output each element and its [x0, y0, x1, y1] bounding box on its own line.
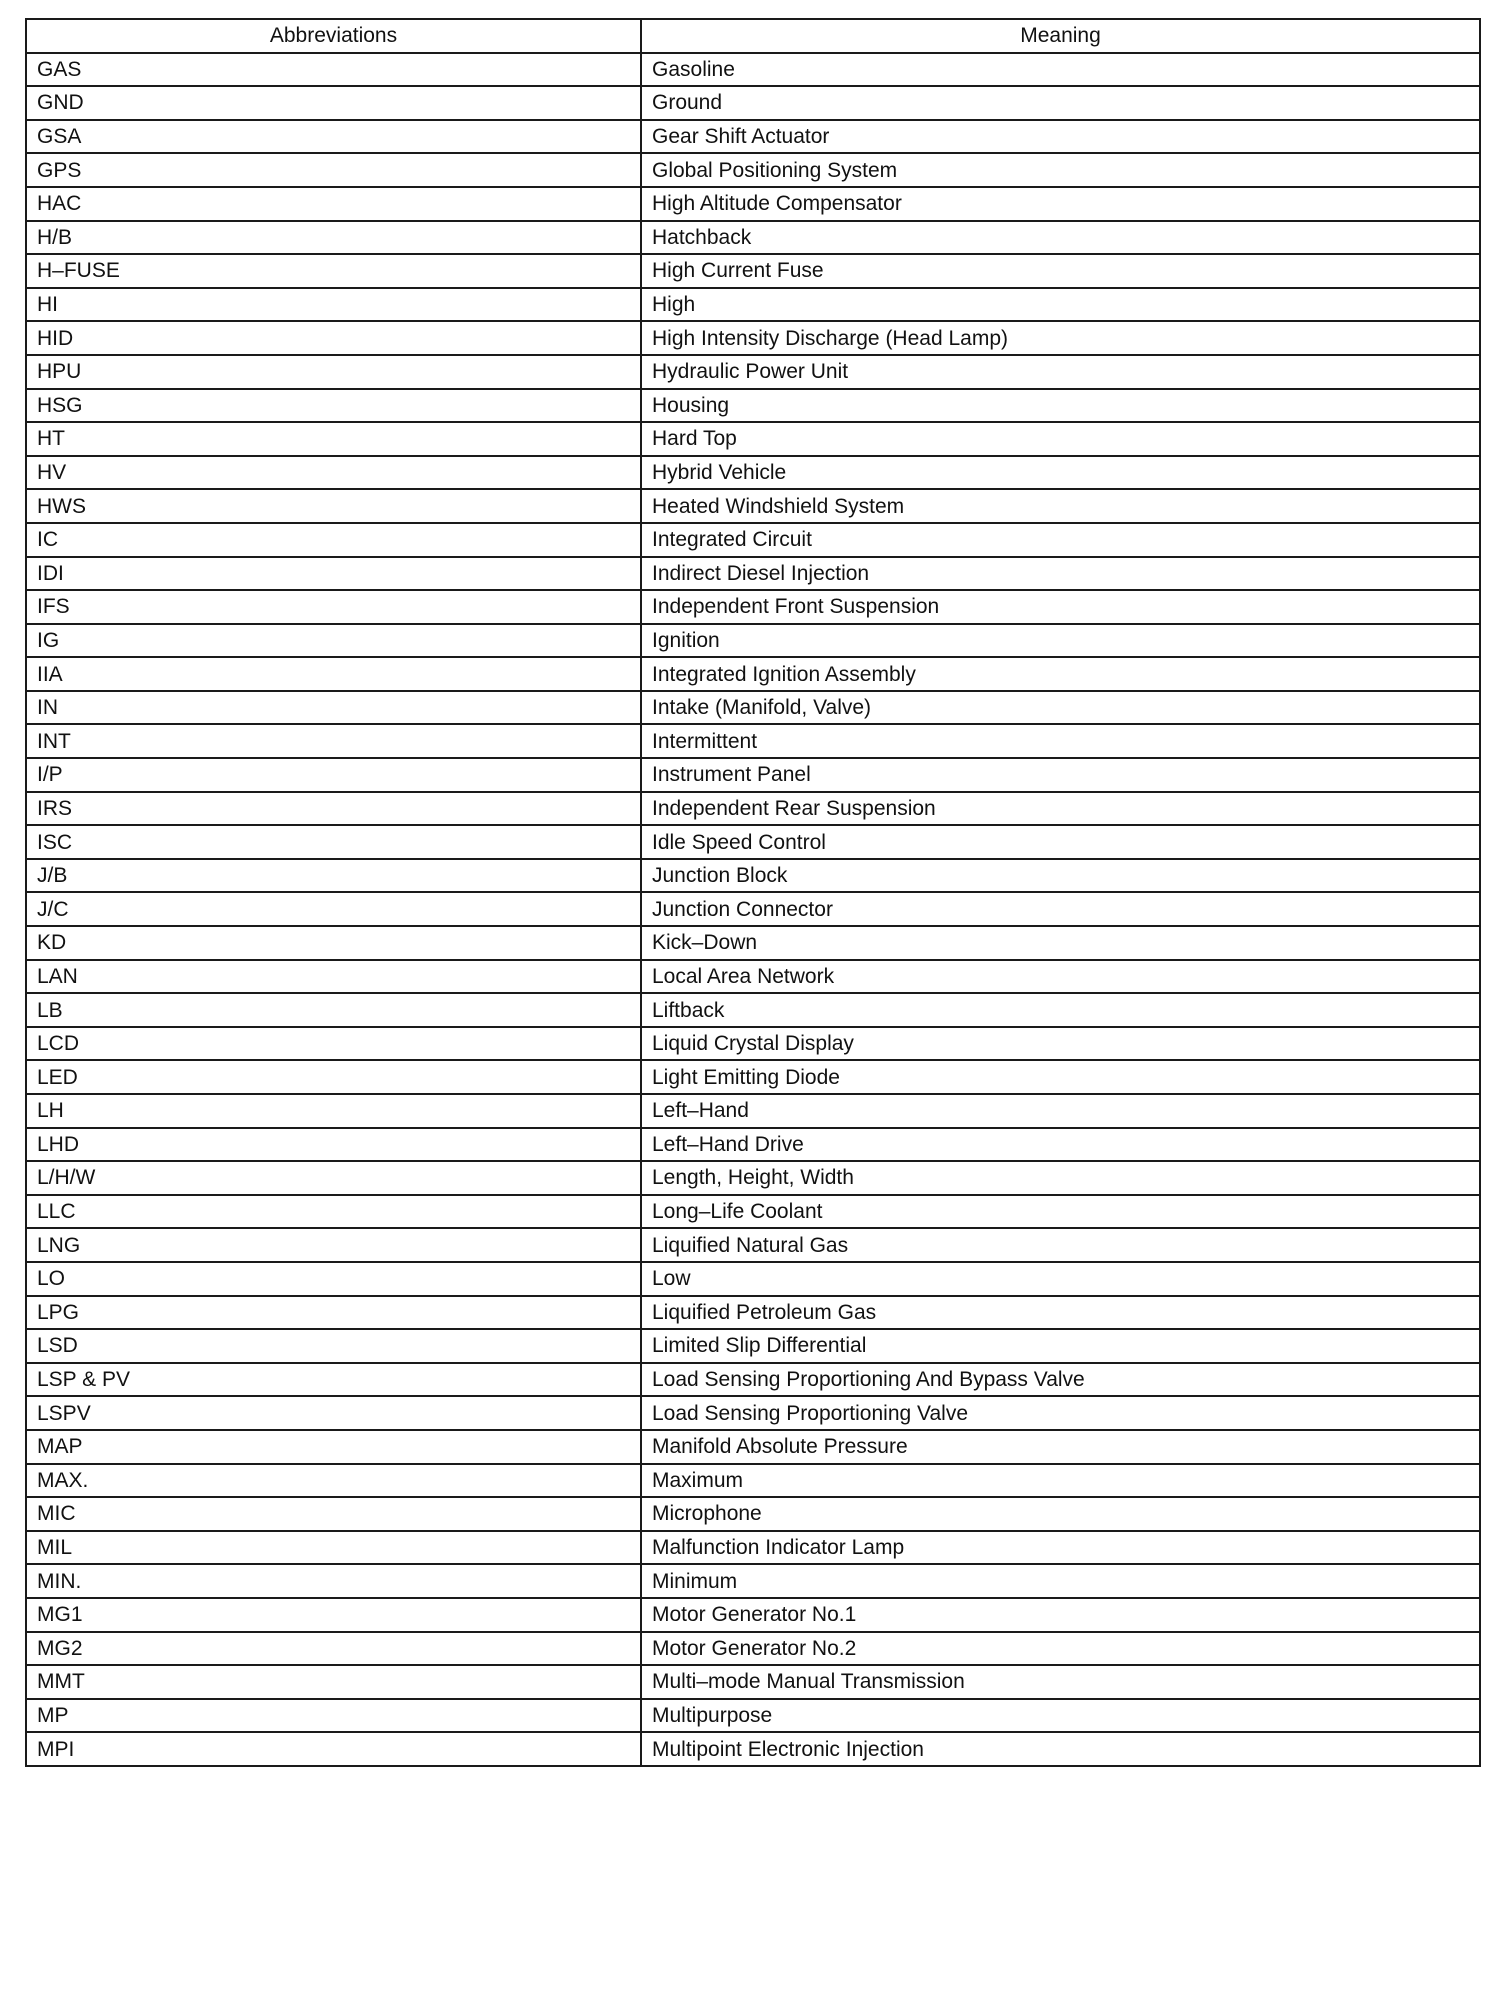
- table-row: [26, 86, 1480, 120]
- table-row: [26, 691, 1480, 725]
- table-row: [26, 1228, 1480, 1262]
- abbreviation-cell: MAX.: [26, 1464, 641, 1498]
- table-row: [26, 926, 1480, 960]
- meaning-cell: Junction Block: [641, 859, 1480, 893]
- table-row: [26, 489, 1480, 523]
- abbreviation-cell: GSA: [26, 120, 641, 154]
- abbreviations-table: [25, 18, 1481, 1767]
- table-row: [26, 758, 1480, 792]
- meaning-cell: Liquified Natural Gas: [641, 1228, 1480, 1262]
- meaning-cell: Multi–mode Manual Transmission: [641, 1665, 1480, 1699]
- meaning-cell: Housing: [641, 389, 1480, 423]
- meaning-cell: Independent Front Suspension: [641, 590, 1480, 624]
- header-row: [26, 19, 1480, 53]
- table-header: [26, 19, 1480, 53]
- abbreviation-cell: H–FUSE: [26, 254, 641, 288]
- meaning-cell: Multipurpose: [641, 1699, 1480, 1733]
- table-row: [26, 422, 1480, 456]
- meaning-cell: Integrated Circuit: [641, 523, 1480, 557]
- abbreviation-cell: HT: [26, 422, 641, 456]
- table-row: [26, 590, 1480, 624]
- table-row: [26, 1632, 1480, 1666]
- meaning-cell: Gear Shift Actuator: [641, 120, 1480, 154]
- table-row: [26, 254, 1480, 288]
- abbreviation-cell: LLC: [26, 1195, 641, 1229]
- abbreviation-cell: MIN.: [26, 1564, 641, 1598]
- abbreviation-cell: HSG: [26, 389, 641, 423]
- abbreviation-cell: I/P: [26, 758, 641, 792]
- abbreviation-cell: LPG: [26, 1296, 641, 1330]
- meaning-cell: Malfunction Indicator Lamp: [641, 1531, 1480, 1565]
- abbreviation-cell: HID: [26, 321, 641, 355]
- table-row: [26, 1296, 1480, 1330]
- meaning-cell: Global Positioning System: [641, 153, 1480, 187]
- abbreviation-cell: LSPV: [26, 1396, 641, 1430]
- abbreviation-cell: IRS: [26, 792, 641, 826]
- abbreviation-cell: MAP: [26, 1430, 641, 1464]
- table-row: [26, 1027, 1480, 1061]
- table-row: [26, 523, 1480, 557]
- meaning-cell: Instrument Panel: [641, 758, 1480, 792]
- abbreviation-cell: J/B: [26, 859, 641, 893]
- meaning-cell: Left–Hand: [641, 1094, 1480, 1128]
- table-row: [26, 1598, 1480, 1632]
- table-row: [26, 120, 1480, 154]
- abbreviation-cell: HV: [26, 456, 641, 490]
- abbreviation-cell: H/B: [26, 221, 641, 255]
- abbreviation-cell: GAS: [26, 53, 641, 87]
- meaning-cell: Heated Windshield System: [641, 489, 1480, 523]
- abbreviation-cell: MMT: [26, 1665, 641, 1699]
- meaning-cell: Maximum: [641, 1464, 1480, 1498]
- meaning-cell: Junction Connector: [641, 892, 1480, 926]
- table-row: [26, 1094, 1480, 1128]
- table-row: [26, 624, 1480, 658]
- abbreviation-cell: LSP & PV: [26, 1363, 641, 1397]
- meaning-cell: Hatchback: [641, 221, 1480, 255]
- abbreviation-cell: IIA: [26, 657, 641, 691]
- table-row: [26, 724, 1480, 758]
- abbreviation-cell: IDI: [26, 557, 641, 591]
- abbreviation-cell: MP: [26, 1699, 641, 1733]
- meaning-cell: Integrated Ignition Assembly: [641, 657, 1480, 691]
- table-row: [26, 53, 1480, 87]
- meaning-cell: Limited Slip Differential: [641, 1329, 1480, 1363]
- abbreviation-cell: LCD: [26, 1027, 641, 1061]
- table-row: [26, 1329, 1480, 1363]
- table-row: [26, 557, 1480, 591]
- table-row: [26, 1060, 1480, 1094]
- abbreviation-cell: MIC: [26, 1497, 641, 1531]
- table-body: [26, 53, 1480, 1766]
- meaning-cell: High Current Fuse: [641, 254, 1480, 288]
- table-row: [26, 859, 1480, 893]
- abbreviations-column-header: Abbreviations: [26, 19, 641, 53]
- table-row: [26, 1430, 1480, 1464]
- abbreviation-cell: MPI: [26, 1732, 641, 1766]
- abbreviation-cell: MG2: [26, 1632, 641, 1666]
- table-row: [26, 1195, 1480, 1229]
- abbreviation-cell: L/H/W: [26, 1161, 641, 1195]
- meaning-cell: Intake (Manifold, Valve): [641, 691, 1480, 725]
- table-row: [26, 657, 1480, 691]
- meaning-cell: Hard Top: [641, 422, 1480, 456]
- abbreviation-cell: GND: [26, 86, 641, 120]
- meaning-cell: Liquified Petroleum Gas: [641, 1296, 1480, 1330]
- abbreviation-cell: MG1: [26, 1598, 641, 1632]
- table-row: [26, 960, 1480, 994]
- table-row: [26, 1732, 1480, 1766]
- meaning-cell: Motor Generator No.1: [641, 1598, 1480, 1632]
- abbreviation-cell: HAC: [26, 187, 641, 221]
- abbreviation-cell: IG: [26, 624, 641, 658]
- meaning-cell: Microphone: [641, 1497, 1480, 1531]
- meaning-cell: Long–Life Coolant: [641, 1195, 1480, 1229]
- table-row: [26, 187, 1480, 221]
- abbreviation-cell: MIL: [26, 1531, 641, 1565]
- meaning-cell: Independent Rear Suspension: [641, 792, 1480, 826]
- abbreviation-cell: LB: [26, 993, 641, 1027]
- abbreviation-cell: LNG: [26, 1228, 641, 1262]
- meaning-cell: Minimum: [641, 1564, 1480, 1598]
- table-row: [26, 456, 1480, 490]
- table-row: [26, 825, 1480, 859]
- abbreviation-cell: GPS: [26, 153, 641, 187]
- meaning-cell: Low: [641, 1262, 1480, 1296]
- abbreviation-cell: IFS: [26, 590, 641, 624]
- abbreviation-cell: IN: [26, 691, 641, 725]
- abbreviation-cell: LED: [26, 1060, 641, 1094]
- table-row: [26, 1497, 1480, 1531]
- table-row: [26, 1699, 1480, 1733]
- abbreviation-cell: INT: [26, 724, 641, 758]
- table-row: [26, 288, 1480, 322]
- meaning-cell: Length, Height, Width: [641, 1161, 1480, 1195]
- meaning-cell: Local Area Network: [641, 960, 1480, 994]
- table-row: [26, 1665, 1480, 1699]
- table-row: [26, 892, 1480, 926]
- abbreviation-cell: LHD: [26, 1128, 641, 1162]
- meaning-cell: Hybrid Vehicle: [641, 456, 1480, 490]
- meaning-cell: High Intensity Discharge (Head Lamp): [641, 321, 1480, 355]
- meaning-cell: Multipoint Electronic Injection: [641, 1732, 1480, 1766]
- meaning-cell: Hydraulic Power Unit: [641, 355, 1480, 389]
- table-row: [26, 221, 1480, 255]
- table-row: [26, 792, 1480, 826]
- meaning-column-header: Meaning: [641, 19, 1480, 53]
- meaning-cell: Intermittent: [641, 724, 1480, 758]
- meaning-cell: Idle Speed Control: [641, 825, 1480, 859]
- table-row: [26, 1128, 1480, 1162]
- meaning-cell: Motor Generator No.2: [641, 1632, 1480, 1666]
- table-row: [26, 1161, 1480, 1195]
- abbreviation-cell: J/C: [26, 892, 641, 926]
- meaning-cell: Load Sensing Proportioning And Bypass Valve: [641, 1363, 1480, 1397]
- table-row: [26, 1531, 1480, 1565]
- table-row: [26, 321, 1480, 355]
- meaning-cell: Liftback: [641, 993, 1480, 1027]
- meaning-cell: Kick–Down: [641, 926, 1480, 960]
- meaning-cell: Light Emitting Diode: [641, 1060, 1480, 1094]
- meaning-cell: Ground: [641, 86, 1480, 120]
- table-row: [26, 1564, 1480, 1598]
- abbreviation-cell: LAN: [26, 960, 641, 994]
- meaning-cell: Indirect Diesel Injection: [641, 557, 1480, 591]
- abbreviation-cell: IC: [26, 523, 641, 557]
- meaning-cell: Manifold Absolute Pressure: [641, 1430, 1480, 1464]
- table-row: [26, 1464, 1480, 1498]
- abbreviation-cell: LSD: [26, 1329, 641, 1363]
- abbreviation-cell: ISC: [26, 825, 641, 859]
- abbreviation-cell: HI: [26, 288, 641, 322]
- table-row: [26, 1396, 1480, 1430]
- meaning-cell: Left–Hand Drive: [641, 1128, 1480, 1162]
- abbreviation-cell: KD: [26, 926, 641, 960]
- table-row: [26, 389, 1480, 423]
- table-row: [26, 355, 1480, 389]
- meaning-cell: Liquid Crystal Display: [641, 1027, 1480, 1061]
- meaning-cell: Ignition: [641, 624, 1480, 658]
- abbreviation-cell: LO: [26, 1262, 641, 1296]
- meaning-cell: Gasoline: [641, 53, 1480, 87]
- table-row: [26, 993, 1480, 1027]
- meaning-cell: High Altitude Compensator: [641, 187, 1480, 221]
- table-row: [26, 1363, 1480, 1397]
- abbreviation-cell: HPU: [26, 355, 641, 389]
- abbreviation-cell: HWS: [26, 489, 641, 523]
- meaning-cell: High: [641, 288, 1480, 322]
- abbreviation-cell: LH: [26, 1094, 641, 1128]
- table-row: [26, 153, 1480, 187]
- meaning-cell: Load Sensing Proportioning Valve: [641, 1396, 1480, 1430]
- table-row: [26, 1262, 1480, 1296]
